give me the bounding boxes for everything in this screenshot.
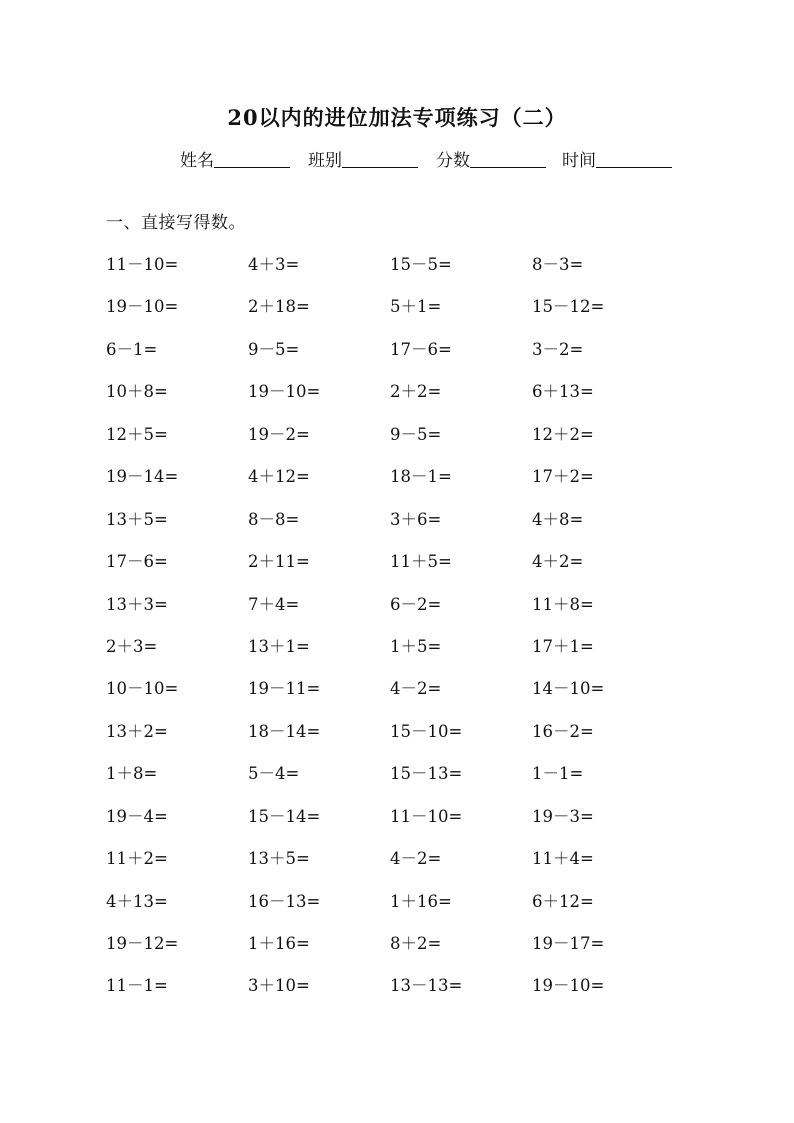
score-label: 分数 bbox=[436, 151, 470, 171]
math-problem: 8－3= bbox=[532, 255, 584, 274]
math-problem: 11－10= bbox=[106, 255, 179, 274]
math-problem: 8－8= bbox=[248, 509, 300, 529]
time-field[interactable] bbox=[562, 146, 672, 171]
math-problem: 4＋2= bbox=[532, 552, 584, 572]
math-problem: 16－2= bbox=[532, 721, 594, 741]
math-problem: 11＋2= bbox=[106, 849, 168, 869]
math-problem: 13＋5= bbox=[248, 849, 310, 869]
math-problem: 17＋2= bbox=[532, 467, 594, 487]
math-problem: 11＋4= bbox=[532, 849, 594, 869]
math-problem: 19－10= bbox=[532, 976, 605, 996]
math-problem: 19－10= bbox=[248, 382, 321, 402]
math-problem: 1＋5= bbox=[390, 636, 442, 656]
math-problem: 13－13= bbox=[390, 976, 463, 996]
math-problem: 6＋13= bbox=[532, 382, 594, 402]
math-problem: 4＋13= bbox=[106, 891, 168, 911]
math-problem: 15－5= bbox=[390, 255, 452, 274]
math-problem: 16－13= bbox=[248, 891, 321, 911]
math-problem: 19－4= bbox=[106, 806, 168, 826]
math-problem: 19－11= bbox=[248, 679, 321, 699]
math-problem: 9－5= bbox=[390, 424, 442, 444]
math-problem: 6＋12= bbox=[532, 891, 594, 911]
math-problem: 15－12= bbox=[532, 297, 605, 317]
name-field[interactable] bbox=[180, 146, 290, 171]
class-blank[interactable] bbox=[342, 150, 418, 168]
math-problem: 3＋6= bbox=[390, 509, 442, 529]
math-problem: 14－10= bbox=[532, 679, 605, 699]
time-blank[interactable] bbox=[596, 150, 672, 168]
math-problem: 4＋3= bbox=[248, 255, 300, 274]
math-problem: 13＋5= bbox=[106, 509, 168, 529]
math-problem: 3－2= bbox=[532, 339, 584, 359]
math-problem: 17－6= bbox=[390, 339, 452, 359]
math-problem: 2＋3= bbox=[106, 636, 158, 656]
math-problem: 4＋8= bbox=[532, 509, 584, 529]
name-blank[interactable] bbox=[214, 150, 290, 168]
math-problem: 6－2= bbox=[390, 594, 442, 614]
math-problem: 1＋8= bbox=[106, 764, 158, 784]
student-info-row bbox=[180, 146, 740, 171]
math-problem: 2＋18= bbox=[248, 297, 310, 317]
math-problem: 5－4= bbox=[248, 764, 300, 784]
score-blank[interactable] bbox=[470, 150, 546, 168]
math-problem: 17－6= bbox=[106, 552, 168, 572]
math-problem: 10－10= bbox=[106, 679, 179, 699]
math-problem: 7＋4= bbox=[248, 594, 300, 614]
math-problem: 15－10= bbox=[390, 721, 463, 741]
math-problem: 1＋16= bbox=[248, 934, 310, 953]
math-problem: 10＋8= bbox=[106, 382, 168, 402]
problem-grid bbox=[106, 252, 674, 1016]
section-heading: 一、直接写得数。 bbox=[106, 213, 246, 233]
math-problem: 19－14= bbox=[106, 467, 179, 487]
math-problem: 13＋2= bbox=[106, 721, 168, 741]
math-problem: 15－14= bbox=[248, 806, 321, 826]
math-problem: 18－14= bbox=[248, 721, 321, 741]
math-problem: 11－1= bbox=[106, 976, 168, 996]
math-problem: 18－1= bbox=[390, 467, 452, 487]
math-problem: 5＋1= bbox=[390, 297, 442, 317]
math-problem: 8＋2= bbox=[390, 934, 442, 953]
class-field[interactable] bbox=[308, 146, 418, 171]
time-label: 时间 bbox=[562, 151, 596, 171]
score-field[interactable] bbox=[436, 146, 546, 171]
math-problem: 9－5= bbox=[248, 339, 300, 359]
math-problem: 6－1= bbox=[106, 339, 158, 359]
math-problem: 2＋11= bbox=[248, 552, 310, 572]
name-label: 姓名 bbox=[180, 151, 214, 171]
math-problem: 4＋12= bbox=[248, 467, 310, 487]
math-problem: 19－2= bbox=[248, 424, 310, 444]
math-problem: 19－3= bbox=[532, 806, 594, 826]
math-problem: 1＋16= bbox=[390, 891, 452, 911]
worksheet-title: 20以内的进位加法专项练习（二） bbox=[227, 105, 567, 130]
math-problem: 12＋2= bbox=[532, 424, 594, 444]
math-problem: 11－10= bbox=[390, 806, 463, 826]
math-problem: 19－10= bbox=[106, 297, 179, 317]
math-problem: 3＋10= bbox=[248, 976, 310, 996]
math-problem: 11＋8= bbox=[532, 594, 594, 614]
math-problem: 11＋5= bbox=[390, 552, 452, 572]
class-label: 班别 bbox=[308, 151, 342, 171]
math-problem: 17＋1= bbox=[532, 636, 594, 656]
math-problem: 1－1= bbox=[532, 764, 584, 784]
math-problem: 19－12= bbox=[106, 934, 179, 953]
math-problem: 12＋5= bbox=[106, 424, 168, 444]
math-problem: 19－17= bbox=[532, 934, 605, 953]
math-problem: 4－2= bbox=[390, 679, 442, 699]
math-problem: 15－13= bbox=[390, 764, 463, 784]
math-problem: 4－2= bbox=[390, 849, 442, 869]
math-problem: 13＋3= bbox=[106, 594, 168, 614]
math-problem: 13＋1= bbox=[248, 636, 310, 656]
math-problem: 2＋2= bbox=[390, 382, 442, 402]
